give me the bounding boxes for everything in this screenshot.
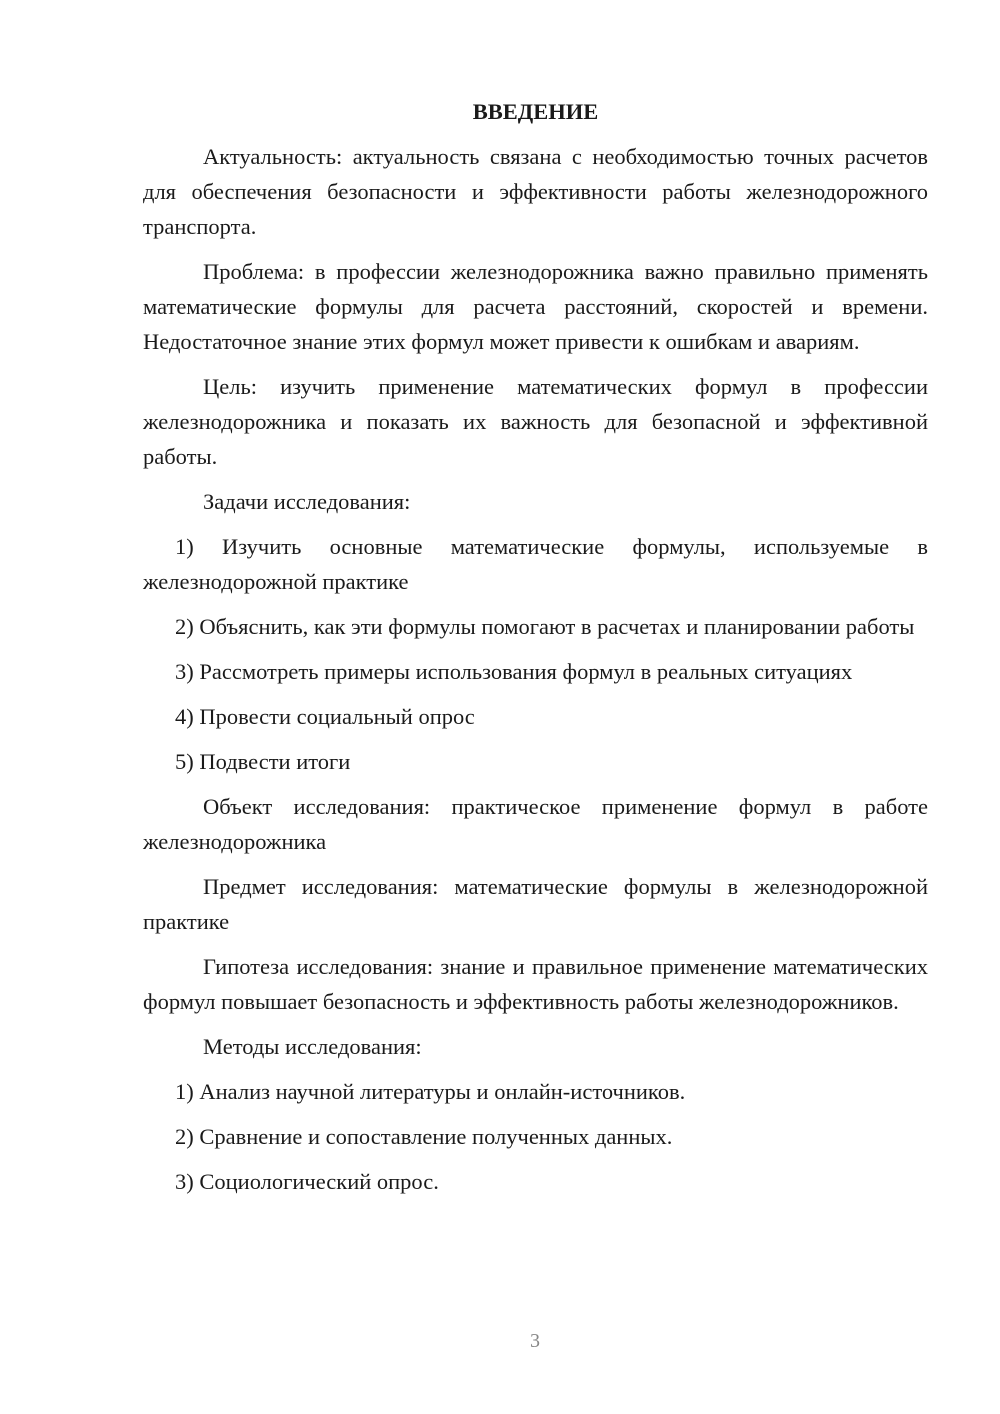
task-item-5: 5) Подвести итоги [175,749,351,774]
method-item-3: 3) Социологический опрос. [175,1169,439,1194]
task-item-3: 3) Рассмотреть примеры использования формул в реальных ситуациях [175,659,853,684]
hypothesis-paragraph: Гипотеза исследования: знание и правильное применение математических формул повышает безопасность и эффективность работы железнодорожников. [143,954,928,1014]
task-item-2: 2) Объяснить, как эти формулы помогают в расчетах и планировании работы [175,614,915,639]
goal-paragraph: Цель: изучить применение математических формул в профессии железнодорожника и показать их важность для безопасной и эффективной работы. [143,374,928,469]
page-title: ВВЕДЕНИЕ [472,99,599,124]
subject-paragraph: Предмет исследования: математические формулы в железнодорожной практике [143,874,928,934]
page-content [143,94,928,1209]
methods-heading: Методы исследования: [203,1034,422,1059]
relevance-paragraph: Актуальность: актуальность связана с необходимостью точных расчетов для обеспечения безопасности и эффективности работы железнодорожного транспорта. [143,144,928,239]
method-item-2: 2) Сравнение и сопоставление полученных данных. [175,1124,673,1149]
method-item-1: 1) Анализ научной литературы и онлайн-источников. [175,1079,686,1104]
problem-paragraph: Проблема: в профессии железнодорожника важно правильно применять математические формулы для расчета расстояний, скоростей и времени. Недостаточное знание этих формул может привести к ошибкам и авариям. [143,259,928,354]
task-item-4: 4) Провести социальный опрос [175,704,475,729]
task-item-1: 1) Изучить основные математические формулы, используемые в железнодорожной практике [143,534,928,594]
page-number: 3 [530,1330,540,1352]
tasks-heading: Задачи исследования: [203,489,411,514]
object-paragraph: Объект исследования: практическое применение формул в работе железнодорожника [143,794,928,854]
